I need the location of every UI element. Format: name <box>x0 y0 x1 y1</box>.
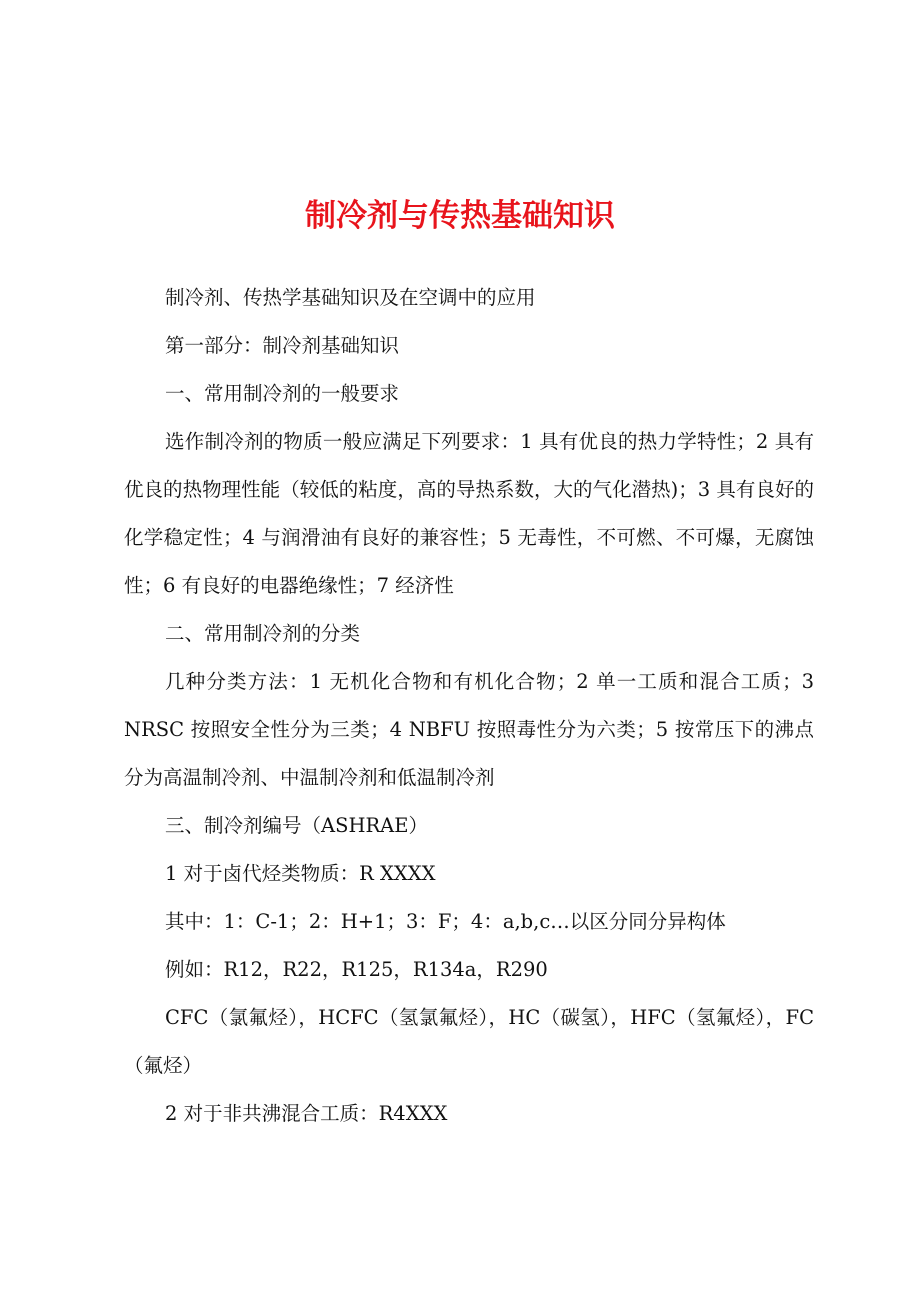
paragraph-section-1-heading: 一、常用制冷剂的一般要求 <box>165 382 400 405</box>
paragraph-section-3-heading: 三、制冷剂编号（ASHRAE） <box>165 814 428 837</box>
document-title: 制冷剂与传热基础知识 <box>305 198 615 234</box>
paragraph-requirements: 选作制冷剂的物质一般应满足下列要求：1 具有优良的热力学特性；2 具有优良的热物理性能（较低的粘度，高的导热系数，大的气化潜热)；3 具有良好的化学稳定性；4 与润滑油有良好的兼容性；5 无毒性，不可燃、不可爆，无腐蚀性；6 有良好的电器绝缘性；7 经济性 <box>124 430 814 597</box>
paragraph-numbering-rules: 其中：1：C-1；2：H+1；3：F；4：a,b,c…以区分同分异构体 <box>165 910 726 933</box>
document-body <box>124 274 814 1138</box>
paragraph-subtitle: 制冷剂、传热学基础知识及在空调中的应用 <box>165 286 536 309</box>
paragraph-zeotropic-numbering: 2 对于非共沸混合工质：R4XXX <box>165 1102 448 1125</box>
paragraph-examples: 例如：R12，R22，R125，R134a，R290 <box>165 958 548 981</box>
paragraph-categories: CFC（氯氟烃），HCFC（氢氯氟烃），HC（碳氢），HFC（氢氟烃），FC（氟烃） <box>124 1006 814 1077</box>
paragraph-section-2-heading: 二、常用制冷剂的分类 <box>165 622 361 645</box>
paragraph-halocarbon-numbering: 1 对于卤代烃类物质：R XXXX <box>165 862 436 885</box>
paragraph-part-heading: 第一部分：制冷剂基础知识 <box>165 334 400 357</box>
paragraph-classification: 几种分类方法：1 无机化合物和有机化合物；2 单一工质和混合工质；3 NRSC 按照安全性分为三类；4 NBFU 按照毒性分为六类；5 按常压下的沸点分为高温制冷剂、中温制冷剂和低温制冷剂 <box>124 670 814 789</box>
